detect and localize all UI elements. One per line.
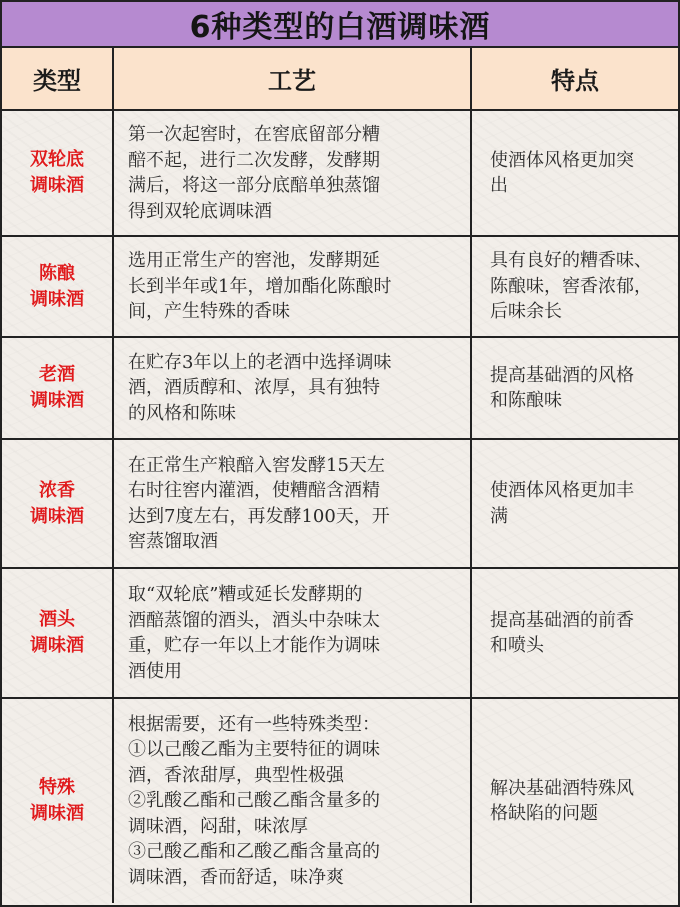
feature-cell-line: 提高基础酒的风格 [490,364,634,386]
feature-cell-line: 满 [490,505,508,527]
type-cell-line: 调味酒 [30,803,84,824]
process-cell-line: 长到半年或1年，增加酯化陈酿时 [128,275,392,297]
process-cell-line: ②乳酸乙酯和己酸乙酯含量多的 [128,790,380,812]
type-cell-line: 老酒 [39,364,75,385]
header-type: 类型 [2,48,113,110]
table-header-row [2,48,678,110]
page-title: 6种类型的白酒调味酒 [2,2,678,48]
type-cell-line: 酒头 [39,609,75,630]
process-cell-line: 满后，将这一部分底醅单独蒸馏 [128,175,380,196]
process-cell-line: 的风格和陈味 [128,402,236,424]
feature-cell-line: 具有良好的糟香味、 [490,250,652,272]
process-cell [113,110,471,236]
type-cell-line: 调味酒 [30,390,84,411]
liquor-types-table [2,48,678,903]
process-cell [113,236,471,337]
type-cell-line: 调味酒 [30,635,84,656]
process-cell-line: 间，产生特殊的香味 [128,301,290,323]
feature-cell-line: 使酒体风格更加丰 [490,480,634,501]
feature-cell-line: 解决基础酒特殊风 [490,777,634,799]
table-row [2,568,678,698]
type-cell-line: 调味酒 [30,505,84,527]
feature-cell [471,568,678,698]
type-cell-line: 浓香 [39,479,75,501]
process-cell-line: 右时往窖内灌酒，使糟醅含酒精 [128,480,380,501]
process-cell-line: 酒，香浓甜厚，典型性极强 [128,764,344,786]
process-cell-line: 酒醅蒸馏的酒头，酒头中杂味太 [128,609,380,631]
feature-cell-line: 格缺陷的问题 [490,803,598,824]
process-cell-line: ①以己酸乙酯为主要特征的调味 [128,739,380,761]
feature-cell [471,337,678,439]
type-cell [2,337,113,439]
process-cell-line: 第一次起窖时，在窖底留部分糟 [128,124,380,145]
header-feature: 特点 [471,48,678,110]
table-row [2,337,678,439]
process-cell-line: 调味酒，闷甜，味浓厚 [128,815,308,837]
process-cell [113,439,471,568]
feature-cell-line: 出 [490,175,508,196]
process-cell-line: 取“双轮底”糟或延长发酵期的 [128,584,363,605]
feature-cell [471,236,678,337]
table-row [2,110,678,236]
type-cell [2,568,113,698]
feature-cell [471,439,678,568]
type-cell-line: 特殊 [39,777,75,798]
type-cell [2,698,113,903]
table-row [2,698,678,903]
process-cell-line: 在正常生产粮醅入窖发酵15天左 [128,454,385,476]
process-cell [113,337,471,439]
feature-cell-line: 和陈酿味 [490,390,562,411]
feature-cell-line: 陈酿味，窖香浓郁， [490,275,652,297]
feature-cell [471,698,678,903]
type-cell [2,236,113,337]
feature-cell [471,110,678,236]
process-cell-line: 调味酒，香而舒适，味净爽 [128,866,344,888]
process-cell-line: 酒，酒质醇和、浓厚，具有独特 [128,377,380,399]
process-cell-line: ③己酸乙酯和乙酸乙酯含量高的 [128,841,380,863]
type-cell-line: 双轮底 [30,149,84,170]
process-cell-line: 达到7度左右，再发酵100天，开 [128,505,390,527]
process-cell-line: 窖蒸馏取酒 [128,531,218,552]
process-cell [113,698,471,903]
process-cell-line: 酒使用 [128,660,182,682]
process-cell [113,568,471,698]
process-cell-line: 重，贮存一年以上才能作为调味 [128,635,380,656]
process-cell-line: 根据需要，还有一些特殊类型： [128,713,380,735]
process-cell-line: 选用正常生产的窖池，发酵期延 [128,250,380,272]
header-process: 工艺 [113,48,471,110]
type-cell [2,110,113,236]
feature-cell-line: 后味余长 [490,301,562,323]
feature-cell-line: 提高基础酒的前香 [490,609,634,631]
process-cell-line: 在贮存3年以上的老酒中选择调味 [128,351,392,373]
feature-cell-line: 使酒体风格更加突 [490,149,634,171]
feature-cell-line: 和喷头 [490,635,544,656]
type-cell [2,439,113,568]
table-row [2,236,678,337]
process-cell-line: 醅不起，进行二次发酵，发酵期 [128,149,380,171]
type-cell-line: 陈酿 [39,262,75,284]
table-row [2,439,678,568]
type-cell-line: 调味酒 [30,288,84,310]
process-cell-line: 得到双轮底调味酒 [128,200,272,222]
type-cell-line: 调味酒 [30,175,84,196]
